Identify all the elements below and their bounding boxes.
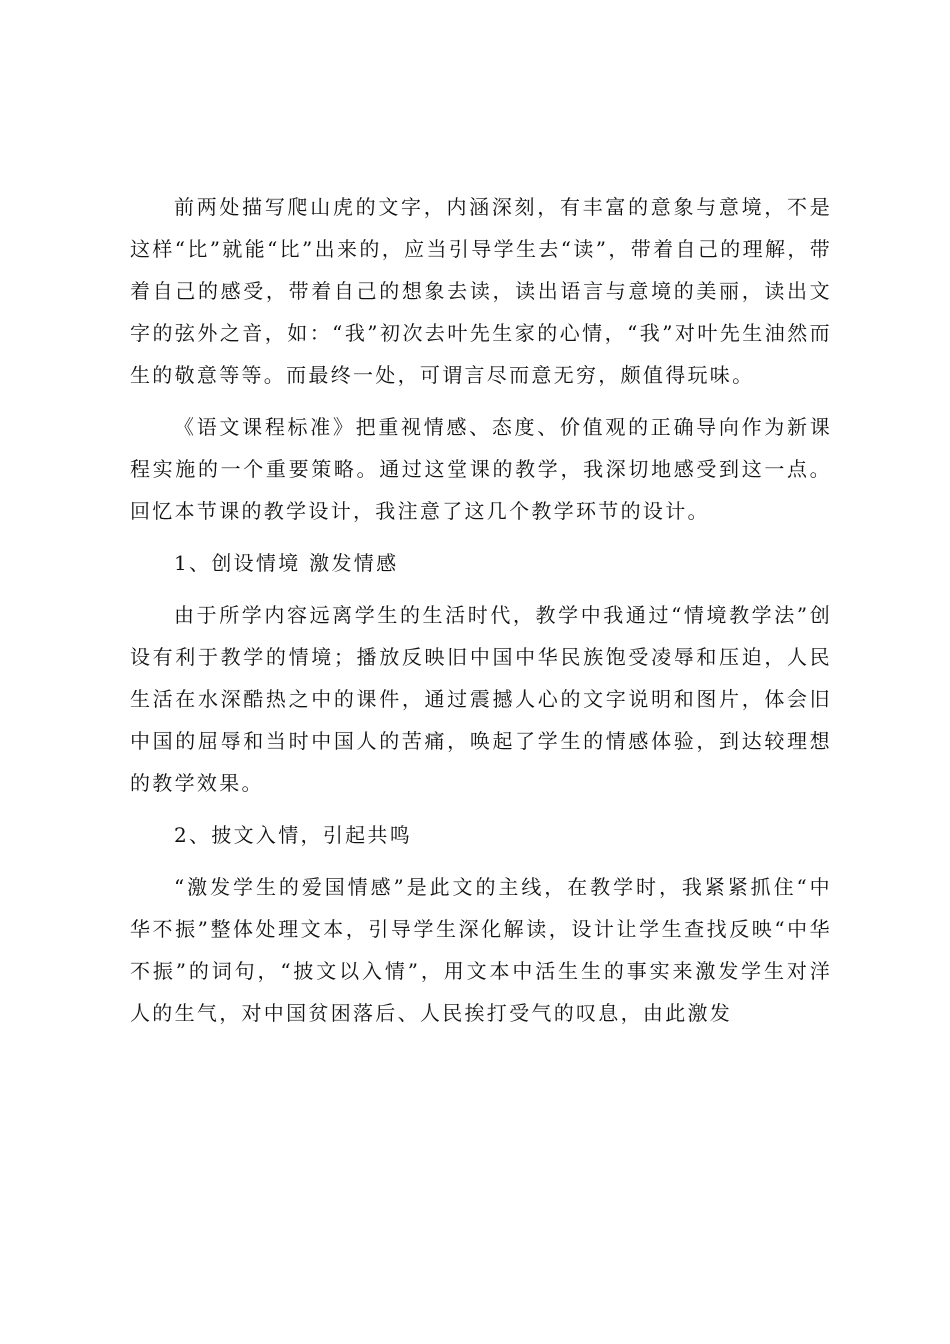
paragraph-curriculum-standard: 《语文课程标准》把重视情感、态度、价值观的正确导向作为新课程实施的一个重要策略。通过这堂课的教学，我深切地感受到这一点。回忆本节课的教学设计，我注意了这几个教学环节的设计。 [130, 415, 832, 523]
document-body [130, 186, 832, 1044]
section-heading-2: 2、披文入情，引起共鸣 [174, 823, 413, 847]
paragraph-patriotic-emotion: “激发学生的爱国情感”是此文的主线，在教学时，我紧紧抓住“中华不振”整体处理文本，引导学生深化解读，设计让学生查找反映“中华不振”的词句，“披文以入情”，用文本中活生生的事实来激发学生对洋人的生气，对中国贫困落后、人民挨打受气的叹息，由此激发 [130, 875, 832, 1025]
section-heading-1: 1、创设情境 激发情感 [174, 551, 399, 575]
paragraph-climbing-ivy-reading: 前两处描写爬山虎的文字，内涵深刻，有丰富的意象与意境，不是这样“比”就能“比”出来的，应当引导学生去“读”，带着自己的理解，带着自己的感受，带着自己的想象去读，读出语言与意境的美丽，读出文字的弦外之音，如：“我”初次去叶先生家的心情，“我”对叶先生油然而生的敬意等等。而最终一处，可谓言尽而意无穷，颇值得玩味。 [130, 195, 832, 387]
paragraph-situational-teaching: 由于所学内容远离学生的生活时代，教学中我通过“情境教学法”创设有利于教学的情境；播放反映旧中国中华民族饱受凌辱和压迫，人民生活在水深酷热之中的课件，通过震撼人心的文字说明和图片，体会旧中国的屈辱和当时中国人的苦痛，唤起了学生的情感体验，到达较理想的教学效果。 [130, 603, 832, 795]
